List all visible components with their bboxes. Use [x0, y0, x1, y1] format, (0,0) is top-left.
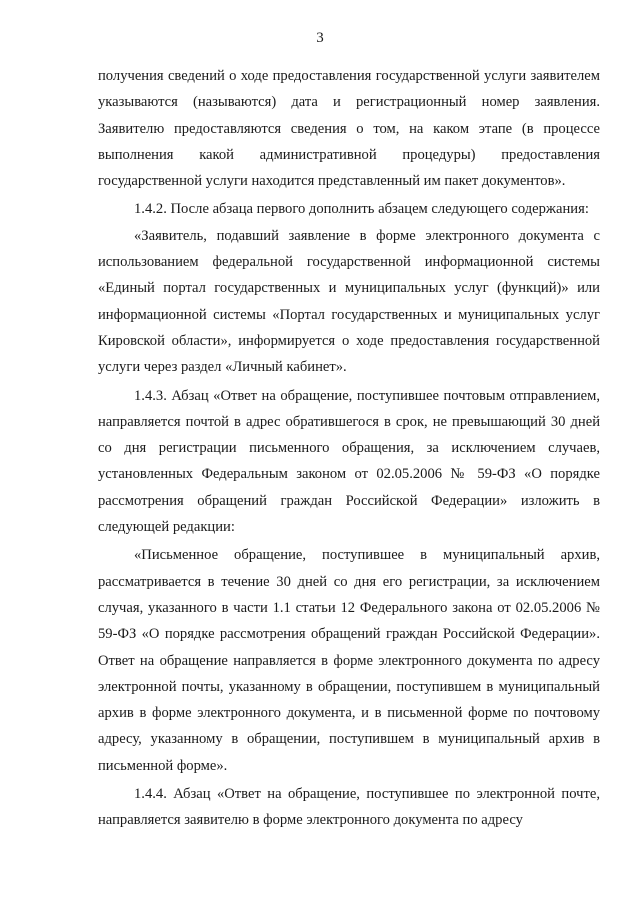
- paragraph-1-4-3: 1.4.3. Абзац «Ответ на обращение, поступившее почтовым отправлением, направляется почтой в адрес обратившегося в срок, не превышающий 30 дней со дня регистрации письменного обращения, за исключением случаев, установленных Федеральным законом от 02.05.2006 № 59-ФЗ «О порядке рассмотрения обращений граждан Российской Федерации» изложить в следующей редакции:: [98, 387, 600, 536]
- paragraph-quote-applicant: «Заявитель, подавший заявление в форме электронного документа с использованием федеральной государственной информационной системы «Единый портал государственных и муниципальных услуг (функций)» или информационной системы «Портал государственных и муниципальных услуг Кировской области», информируется о ходе предоставления государственной услуги через раздел «Личный кабинет».: [98, 227, 600, 376]
- paragraph-continuation: получения сведений о ходе предоставления государственной услуги заявителем указываются (называются) дата и регистрационный номер заявления. Заявителю предоставляются сведения о том, на каком этапе (в процессе выполнения какой административной процедуры) предоставления государственной услуги находится представленный им пакет документов».: [98, 68, 600, 190]
- paragraph-quote-written-appeal: «Письменное обращение, поступившее в муниципальный архив, рассматривается в течение 30 дней со дня его регистрации, за исключением случая, указанного в части 1.1 статьи 12 Федерального закона от 02.05.2006 № 59-ФЗ «О порядке рассмотрения обращений граждан Российской Федерации». Ответ на обращение направляется в форме электронного документа по адресу электронной почты, указанному в обращении, поступившем в муниципальный архив в форме электронного документа, и в письменной форме по почтовому адресу, указанному в обращении, поступившем в муниципальный архив в письменной форме».: [98, 547, 600, 774]
- document-body: [98, 63, 600, 834]
- paragraph-1-4-2: 1.4.2. После абзаца первого дополнить абзацем следующего содержания:: [134, 201, 589, 218]
- page-number: 3: [316, 30, 324, 46]
- paragraph-1-4-4: 1.4.4. Абзац «Ответ на обращение, поступившее по электронной почте, направляется заявителю в форме электронного документа по адресу: [98, 786, 600, 829]
